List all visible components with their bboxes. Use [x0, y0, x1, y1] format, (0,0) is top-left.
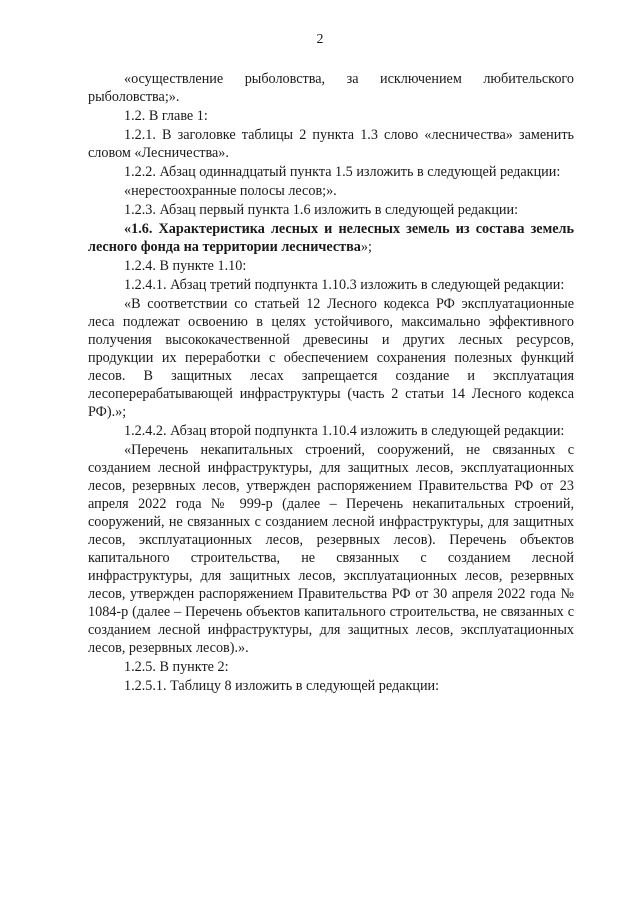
paragraph-quote-lists: «Перечень некапитальных строений, сооружений, не связанных с созданием лесной инфраструктуры, для защитных лесов, эксплуатационных лесов, резервных лесов, утвержден распоряжением Правительства РФ от 23 апреля 2022 года № 999-р (далее – Перечень некапитальных строений, сооружений, не связанных с созданием лесной инфраструктуры, для защитных лесов, эксплуатационных лесов, резервных лесов). Перечень объектов капитального строительства, не связанных с созданием лесной инфраструктуры, для защитных лесов, эксплуатационных лесов, резервных лесов, утвержден распоряжением Правительства РФ от 30 апреля 2022 года № 1084-р (далее – Перечень объектов капитального строительства, не связанных с созданием лесной инфраструктуры, для защитных лесов, эксплуатационных лесов, резервных лесов).».: [88, 442, 574, 656]
paragraph-quote-spawning: «нерестоохранные полосы лесов;».: [124, 183, 337, 199]
paragraph-1-2-4: 1.2.4. В пункте 1.10:: [124, 258, 247, 274]
paragraph-quote-article-12: «В соответствии со статьей 12 Лесного кодекса РФ эксплуатационные леса подлежат освоению в целях устойчивого, максимально эффективного получения высококачественной древесины и других лесных ресурсов, продукции их переработки с обеспечением сохранения полезных функций лесов. В защитных лесах запрещается создание и эксплуатация лесоперерабатывающей инфраструктуры (часть 2 статьи 14 Лесного кодекса РФ).»;: [88, 296, 574, 420]
paragraph-1-2-3: 1.2.3. Абзац первый пункта 1.6 изложить в следующей редакции:: [124, 202, 519, 218]
bold-heading-text: «1.6. Характеристика лесных и нелесных земель из состава земель лесного фонда на территории лесничества: [88, 221, 574, 255]
paragraph-1-2-4-2: 1.2.4.2. Абзац второй подпункта 1.10.4 изложить в следующей редакции:: [124, 423, 565, 439]
page-number: 2: [316, 32, 324, 47]
paragraph-1-2-2: 1.2.2. Абзац одиннадцатый пункта 1.5 изложить в следующей редакции:: [124, 164, 561, 180]
document-body: [88, 70, 574, 695]
paragraph-1-2-5-1: 1.2.5.1. Таблицу 8 изложить в следующей редакции:: [124, 678, 440, 694]
paragraph-quote-fishing: «осуществление рыболовства, за исключением любительского рыболовства;».: [88, 71, 574, 105]
paragraph-1-2: 1.2. В главе 1:: [124, 108, 208, 124]
paragraph-1-2-5: 1.2.5. В пункте 2:: [124, 659, 229, 675]
paragraph-1-2-1: 1.2.1. В заголовке таблицы 2 пункта 1.3 слово «лесничества» заменить словом «Лесничества».: [88, 127, 574, 161]
paragraph-1-2-4-1: 1.2.4.1. Абзац третий подпункта 1.10.3 изложить в следующей редакции:: [124, 277, 565, 293]
heading-tail: »;: [360, 239, 372, 255]
paragraph-1-6-heading: [88, 220, 574, 256]
